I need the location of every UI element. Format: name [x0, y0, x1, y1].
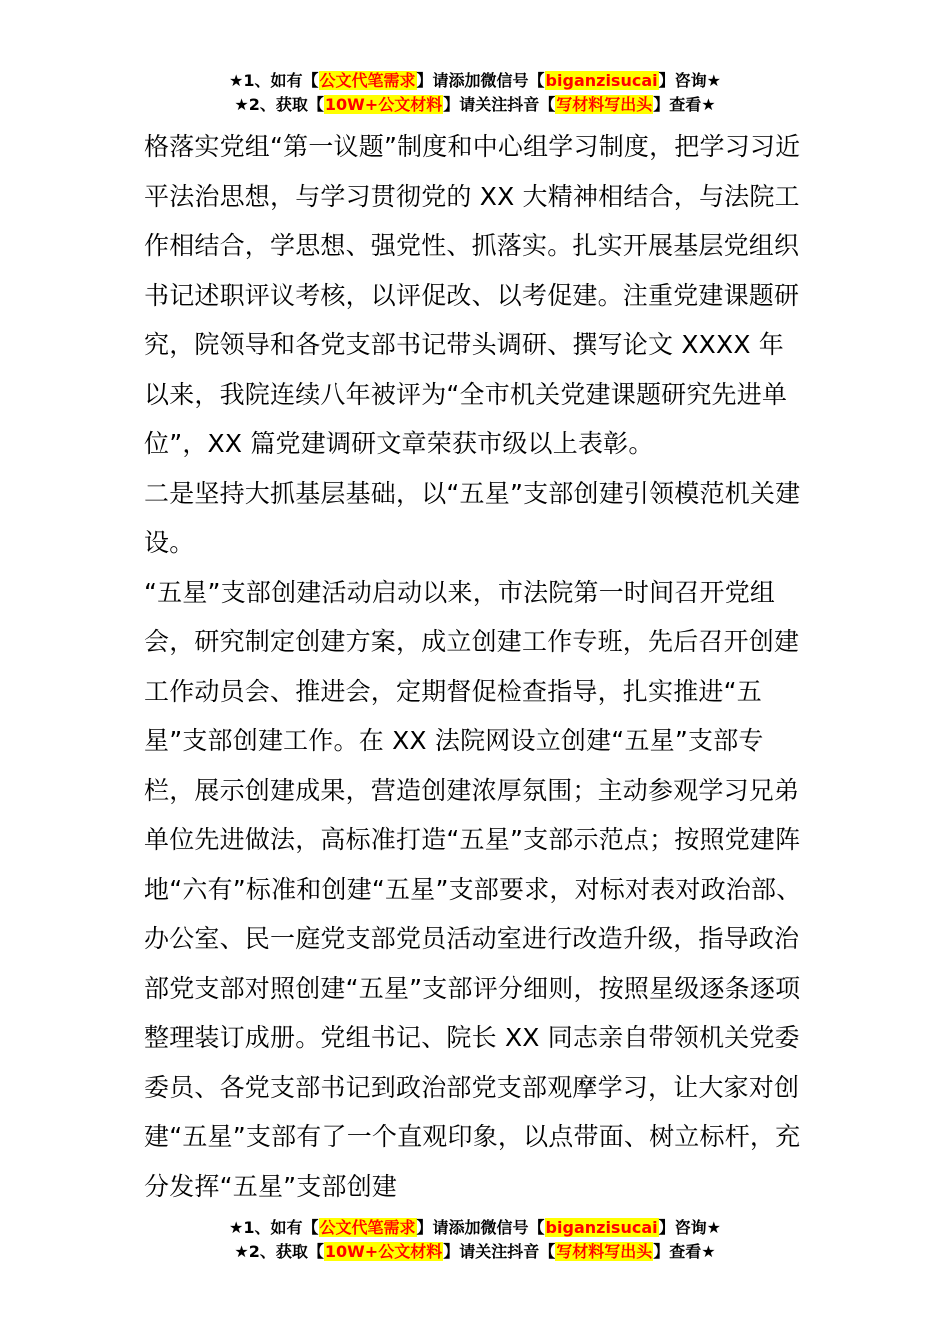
promo-prefix: ★2、获取【	[234, 1242, 324, 1261]
promo-highlight: 10W+公文材料	[324, 95, 443, 114]
promo-prefix: ★1、如有【	[229, 71, 319, 90]
promo-highlight: biganzisucai	[545, 71, 658, 90]
promo-suffix: 】查看★	[653, 1242, 716, 1261]
promo-highlight: 公文代笔需求	[319, 1218, 416, 1237]
promo-highlight: 写材料写出头	[556, 95, 653, 114]
promo-text: 】请关注抖音【	[443, 1242, 556, 1261]
header-promo-line-2	[0, 94, 950, 116]
promo-suffix: 】咨询★	[658, 71, 721, 90]
promo-text: 】请关注抖音【	[443, 95, 556, 114]
promo-suffix: 】咨询★	[658, 1218, 721, 1237]
promo-text: 】请添加微信号【	[416, 1218, 545, 1237]
document-body	[144, 122, 806, 1211]
header-promo-line-1	[0, 70, 950, 92]
footer-promo-line-1	[0, 1217, 950, 1239]
promo-prefix: ★2、获取【	[234, 95, 324, 114]
promo-prefix: ★1、如有【	[229, 1218, 319, 1237]
body-paragraph: 格落实党组“第一议题”制度和中心组学习制度，把学习习近平法治思想，与学习贯彻党的 XX 大精神相结合，与法院工作相结合，学思想、强党性、抓落实。扎实开展基层党组织书记述职评议考核，以评促改、以考促建。注重党建课题研究，院领导和各党支部书记带头调研、撰写论文 XXXX 年以来，我院连续八年被评为“全市机关党建课题研究先进单位”，XX 篇党建调研文章荣获市级以上表彰。	[144, 132, 801, 458]
body-paragraph: “五星”支部创建活动启动以来，市法院第一时间召开党组会，研究制定创建方案，成立创建工作专班，先后召开创建工作动员会、推进会，定期督促检查指导，扎实推进“五星”支部创建工作。在 XX 法院网设立创建“五星”支部专栏，展示创建成果，营造创建浓厚氛围；主动参观学习兄弟单位先进做法，高标准打造“五星”支部示范点；按照党建阵地“六有”标准和创建“五星”支部要求，对标对表对政治部、办公室、民一庭党支部党员活动室进行改造升级，指导政治部党支部对照创建“五星”支部评分细则，按照星级逐条逐项整理装订成册。党组书记、院长 XX 同志亲自带领机关党委委员、各党支部书记到政治部党支部观摩学习，让大家对创建“五星”支部有了一个直观印象，以点带面、树立标杆，充分发挥“五星”支部创建	[144, 577, 802, 1201]
promo-highlight: 公文代笔需求	[319, 71, 416, 90]
promo-suffix: 】查看★	[653, 95, 716, 114]
promo-highlight: 10W+公文材料	[324, 1242, 443, 1261]
section-heading: 二是坚持大抓基层基础，以“五星”支部创建引领模范机关建设。	[144, 478, 801, 557]
promo-highlight: 写材料写出头	[556, 1242, 653, 1261]
promo-highlight: biganzisucai	[545, 1218, 658, 1237]
promo-text: 】请添加微信号【	[416, 71, 545, 90]
footer-promo-line-2	[0, 1241, 950, 1263]
